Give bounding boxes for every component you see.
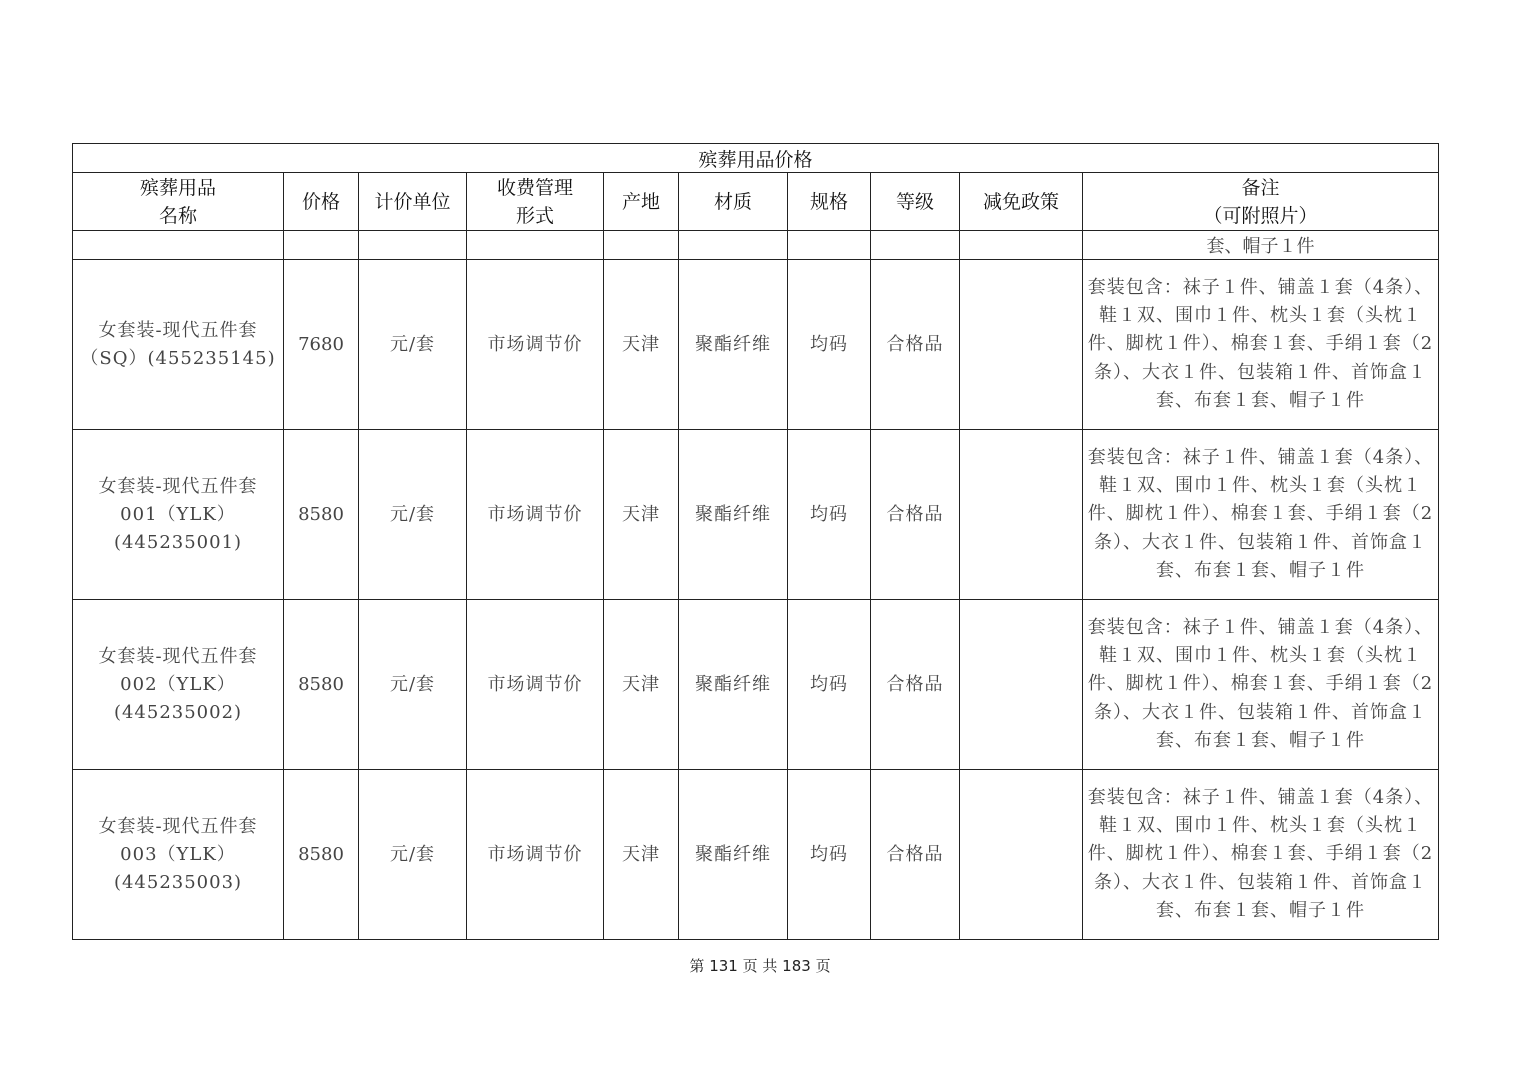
header-name-line2: 名称: [158, 204, 197, 227]
item-name-line1: 女套装-现代五件套: [98, 475, 258, 497]
item-name: [73, 770, 284, 940]
header-origin: 产地: [604, 173, 679, 231]
item-unit: 元/套: [359, 600, 467, 770]
header-price: 价格: [284, 173, 359, 231]
table-title-row: [73, 144, 1439, 173]
item-spec: 均码: [788, 260, 871, 430]
item-origin: 天津: [604, 430, 679, 600]
header-unit: 计价单位: [359, 173, 467, 231]
item-grade: 合格品: [871, 770, 960, 940]
continued-cell-name: [73, 231, 284, 260]
item-name-line2: （SQ）(455235145): [80, 347, 276, 369]
item-origin: 天津: [604, 770, 679, 940]
item-material: 聚酯纤维: [679, 600, 788, 770]
table-title: 殡葬用品价格: [73, 144, 1439, 173]
item-price: 8580: [284, 600, 359, 770]
item-remark: 套装包含：袜子１件、铺盖１套（4条）、鞋１双、围巾１件、枕头１套（头枕１件、脚枕１件）、棉套１套、手绢１套（2条）、大衣１件、包装箱１件、首饰盒１套、布套１套、帽子１件: [1083, 770, 1439, 940]
item-material: 聚酯纤维: [679, 770, 788, 940]
header-spec: 规格: [788, 173, 871, 231]
item-policy: [960, 430, 1083, 600]
item-mgmt: 市场调节价: [467, 770, 604, 940]
item-name-line2: 001（YLK）: [120, 503, 236, 525]
item-grade: 合格品: [871, 430, 960, 600]
item-name-line1: 女套装-现代五件套: [98, 815, 258, 837]
header-grade: 等级: [871, 173, 960, 231]
item-name-line3: (445235003): [113, 871, 243, 893]
item-material: 聚酯纤维: [679, 260, 788, 430]
item-remark: 套装包含：袜子１件、铺盖１套（4条）、鞋１双、围巾１件、枕头１套（头枕１件、脚枕１件）、棉套１套、手绢１套（2条）、大衣１件、包装箱１件、首饰盒１套、布套１套、帽子１件: [1083, 260, 1439, 430]
header-name: [73, 173, 284, 231]
header-mgmt: [467, 173, 604, 231]
item-name-line2: 002（YLK）: [120, 673, 236, 695]
item-unit: 元/套: [359, 770, 467, 940]
item-price: 8580: [284, 770, 359, 940]
continued-cell-price: [284, 231, 359, 260]
continued-cell-unit: [359, 231, 467, 260]
item-origin: 天津: [604, 260, 679, 430]
header-mgmt-line2: 形式: [515, 204, 554, 227]
footer-middle: 页 共: [742, 957, 778, 975]
header-policy: 减免政策: [960, 173, 1083, 231]
item-name-line1: 女套装-现代五件套: [98, 319, 258, 341]
item-name-line3: (445235002): [113, 701, 243, 723]
continued-cell-spec: [788, 231, 871, 260]
table-row: [73, 600, 1439, 770]
item-name: [73, 600, 284, 770]
table-row: [73, 770, 1439, 940]
header-name-line1: 殡葬用品: [139, 176, 216, 199]
footer-prefix: 第: [689, 957, 705, 975]
continued-cell-origin: [604, 231, 679, 260]
header-row: [73, 173, 1439, 231]
item-mgmt: 市场调节价: [467, 430, 604, 600]
footer-total-pages: 183: [782, 957, 811, 975]
item-spec: 均码: [788, 770, 871, 940]
header-material: 材质: [679, 173, 788, 231]
item-price: 7680: [284, 260, 359, 430]
header-remark-line2: （可附照片）: [1203, 204, 1318, 227]
item-grade: 合格品: [871, 600, 960, 770]
item-name-line1: 女套装-现代五件套: [98, 645, 258, 667]
table-row: [73, 260, 1439, 430]
page-footer: [0, 955, 1520, 976]
footer-suffix: 页: [815, 957, 831, 975]
item-material: 聚酯纤维: [679, 430, 788, 600]
item-name-line2: 003（YLK）: [120, 843, 236, 865]
item-spec: 均码: [788, 430, 871, 600]
item-remark: 套装包含：袜子１件、铺盖１套（4条）、鞋１双、围巾１件、枕头１套（头枕１件、脚枕１件）、棉套１套、手绢１套（2条）、大衣１件、包装箱１件、首饰盒１套、布套１套、帽子１件: [1083, 430, 1439, 600]
item-policy: [960, 600, 1083, 770]
continued-cell-grade: [871, 231, 960, 260]
item-name: [73, 430, 284, 600]
item-unit: 元/套: [359, 260, 467, 430]
table-row: [73, 430, 1439, 600]
continued-remark: 套、帽子１件: [1083, 231, 1439, 260]
footer-page-number: 131: [709, 957, 738, 975]
item-name-line3: (445235001): [113, 531, 243, 553]
price-table: [72, 143, 1439, 940]
header-remark: [1083, 173, 1439, 231]
continued-cell-mgmt: [467, 231, 604, 260]
item-mgmt: 市场调节价: [467, 600, 604, 770]
item-unit: 元/套: [359, 430, 467, 600]
item-name: [73, 260, 284, 430]
item-spec: 均码: [788, 600, 871, 770]
continued-row: [73, 231, 1439, 260]
continued-cell-material: [679, 231, 788, 260]
header-remark-line1: 备注: [1241, 176, 1280, 199]
item-policy: [960, 770, 1083, 940]
item-price: 8580: [284, 430, 359, 600]
item-origin: 天津: [604, 600, 679, 770]
item-grade: 合格品: [871, 260, 960, 430]
continued-cell-policy: [960, 231, 1083, 260]
item-policy: [960, 260, 1083, 430]
item-remark: 套装包含：袜子１件、铺盖１套（4条）、鞋１双、围巾１件、枕头１套（头枕１件、脚枕１件）、棉套１套、手绢１套（2条）、大衣１件、包装箱１件、首饰盒１套、布套１套、帽子１件: [1083, 600, 1439, 770]
item-mgmt: 市场调节价: [467, 260, 604, 430]
header-mgmt-line1: 收费管理: [496, 176, 573, 199]
